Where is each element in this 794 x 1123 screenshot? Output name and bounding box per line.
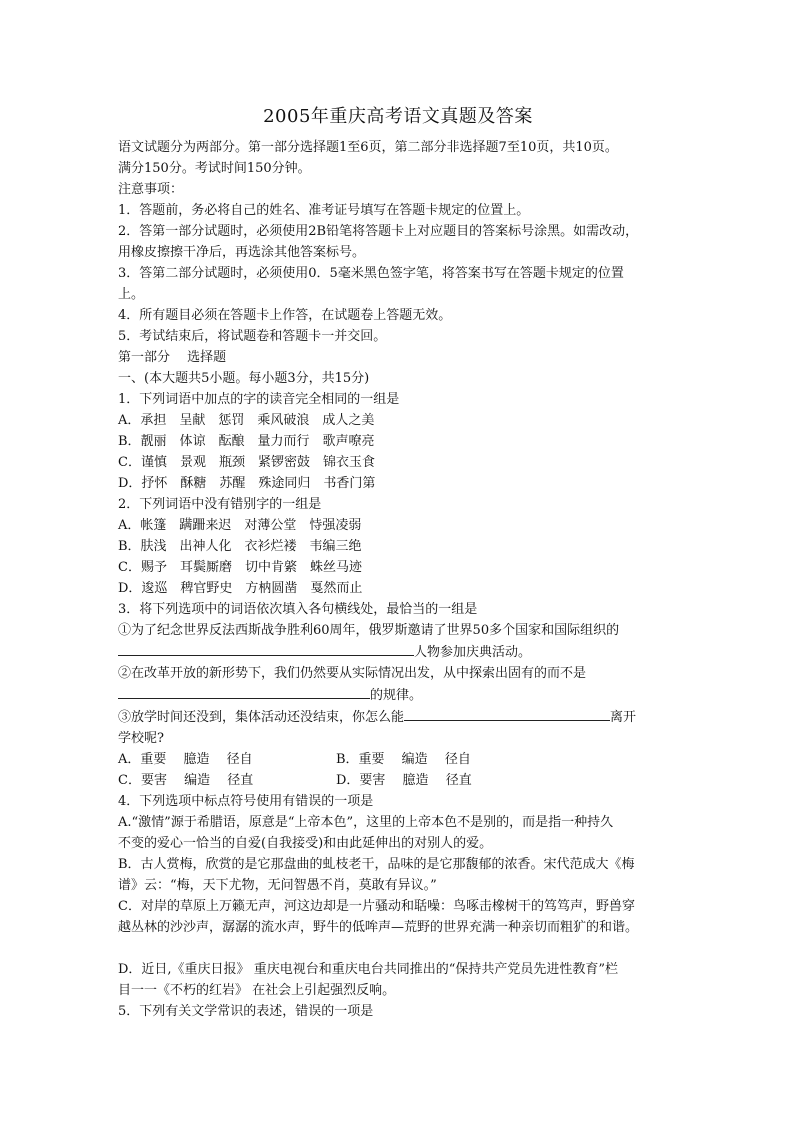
fill-blank-line bbox=[404, 706, 610, 721]
q5-stem: 5．下列有关文学常识的表述，错误的一项是 bbox=[118, 1004, 374, 1019]
exam-page bbox=[118, 106, 678, 1022]
q4-stem: 4．下列选项中标点符号使用有错误的一项是 bbox=[118, 794, 374, 809]
q3-options-row-2 bbox=[118, 770, 678, 791]
q3-option-c: C．要害 编造 径直 bbox=[118, 773, 254, 788]
q4-option-c-cont: 越丛林的沙沙声，潺潺的流水声，野牛的低哞声—荒野的世界充满一种亲切而粗犷的和谐。 bbox=[118, 920, 639, 935]
q3-stem: 3．将下列选项中的词语依次填入各句横线处，最恰当的一组是 bbox=[118, 602, 478, 617]
q1-option-d: D．抒怀 酥糖 苏醒 殊途同归 书香门第 bbox=[118, 476, 376, 491]
q2-option-a: A．帐篷 蹒跚来迟 对薄公堂 恃强凌弱 bbox=[118, 518, 362, 533]
q3-sentence-3-cont: 学校呢? bbox=[118, 731, 164, 746]
q2-option-c: C．赐予 耳鬓厮磨 切中肯綮 蛛丝马迹 bbox=[118, 560, 362, 575]
q4-option-a-cont: 不变的爱心一恰当的自爱(自我接受)和由此延伸出的对别人的爱。 bbox=[118, 836, 493, 851]
q1-option-a: A．承担 呈献 惩罚 乘风破浪 成人之美 bbox=[118, 413, 375, 428]
part-heading: 第一部分 选择题 bbox=[118, 350, 227, 365]
q2-option-b: B．肤浅 出神人化 衣衫烂褛 韦编三绝 bbox=[118, 539, 362, 554]
notice-item-cont: 上。 bbox=[118, 287, 145, 302]
blank-line bbox=[118, 938, 678, 959]
notice-item: 1．答题前，务必将自己的姓名、准考证号填写在答题卡规定的位置上。 bbox=[118, 203, 530, 218]
fill-blank-line bbox=[118, 684, 370, 699]
q4-option-b-cont: 谱》云：“梅，天下尤物，无问智愚不肖，莫敢有异议。” bbox=[118, 878, 437, 893]
q3-sentence-1-end: 人物参加庆典活动。 bbox=[414, 645, 532, 660]
notice-item: 5．考试结束后，将试题卷和答题卡一并交回。 bbox=[118, 329, 387, 344]
q3-sentence-1: ①为了纪念世界反法西斯战争胜利60周年，俄罗斯邀请了世界50多个国家和国际组织的 bbox=[118, 623, 620, 638]
fill-blank-line bbox=[118, 641, 414, 656]
q3-sentence-1-cont bbox=[118, 641, 678, 663]
q2-option-d: D．逡巡 稗官野史 方枘圆凿 戛然而止 bbox=[118, 581, 363, 596]
q1-option-c: C．谨慎 景观 瓶颈 紧锣密鼓 锦衣玉食 bbox=[118, 455, 375, 470]
notice-item: 3．答第二部分试题时，必须使用0．5毫米黑色签字笔，将答案书写在答题卡规定的位置 bbox=[118, 266, 624, 281]
notice-heading: 注意事项： bbox=[118, 182, 184, 197]
intro-line: 语文试题分为两部分。第一部分选择题1至6页，第二部分非选择题7至10页，共10页。 bbox=[118, 140, 618, 155]
q3-sentence-2-end: 的规律。 bbox=[370, 688, 423, 703]
q4-option-b: B．古人赏梅，欣赏的是它那盘曲的虬枝老干，品味的是它那馥郁的浓香。宋代范成大《梅 bbox=[118, 857, 635, 872]
notice-item: 4．所有题目必须在答题卡上作答，在试题卷上答题无效。 bbox=[118, 308, 452, 323]
q4-option-d-cont: 目一一《不朽的红岩》 在社会上引起强烈反响。 bbox=[118, 983, 396, 998]
q4-option-c: C．对岸的草原上万籁无声，河这边却是一片骚动和聒噪：鸟啄击橡树干的笃笃声，野兽穿 bbox=[118, 899, 635, 914]
q3-sentence-3-start: ③放学时间还没到，集体活动还没结束，你怎么能 bbox=[118, 710, 405, 725]
q2-stem: 2．下列词语中没有错别字的一组是 bbox=[118, 497, 322, 512]
notice-item-cont: 用橡皮擦擦干净后，再选涂其他答案标号。 bbox=[118, 245, 366, 260]
q4-option-a: A.“激情”源于希腊语，原意是“上帝本色”，这里的上帝本色不是别的，而是指一种持久 bbox=[118, 815, 614, 830]
q3-option-d: D．要害 臆造 径直 bbox=[336, 773, 472, 788]
q4-option-d: D．近日,《重庆日报》 重庆电视台和重庆电台共同推出的“保持共产党员先进性教育”栏 bbox=[118, 962, 618, 977]
q3-sentence-2-cont bbox=[118, 684, 678, 706]
q3-sentence-2: ②在改革开放的新形势下，我们仍然要从实际情况出发，从中探索出固有的而不是 bbox=[118, 666, 587, 681]
q3-sentence-3-mid: 离开 bbox=[610, 710, 637, 725]
q3-sentence-3 bbox=[118, 706, 678, 728]
page-title: 2005年重庆高考语文真题及答案 bbox=[263, 106, 533, 127]
q3-option-b: B．重要 编造 径自 bbox=[336, 752, 471, 767]
section-heading: 一、(本大题共5小题。每小题3分，共15分) bbox=[118, 371, 370, 386]
q3-options-row-1 bbox=[118, 749, 678, 770]
q3-option-a: A．重要 臆造 径自 bbox=[118, 752, 253, 767]
q1-option-b: B．靓丽 体谅 酝酿 量力而行 歌声嘹亮 bbox=[118, 434, 375, 449]
notice-item: 2．答第一部分试题时，必须使用2B铅笔将答题卡上对应题目的答案标号涂黑。如需改动， bbox=[118, 224, 639, 239]
q1-stem: 1．下列词语中加点的字的读音完全相同的一组是 bbox=[118, 392, 400, 407]
intro-line: 满分150分。考试时间150分钟。 bbox=[118, 161, 311, 176]
